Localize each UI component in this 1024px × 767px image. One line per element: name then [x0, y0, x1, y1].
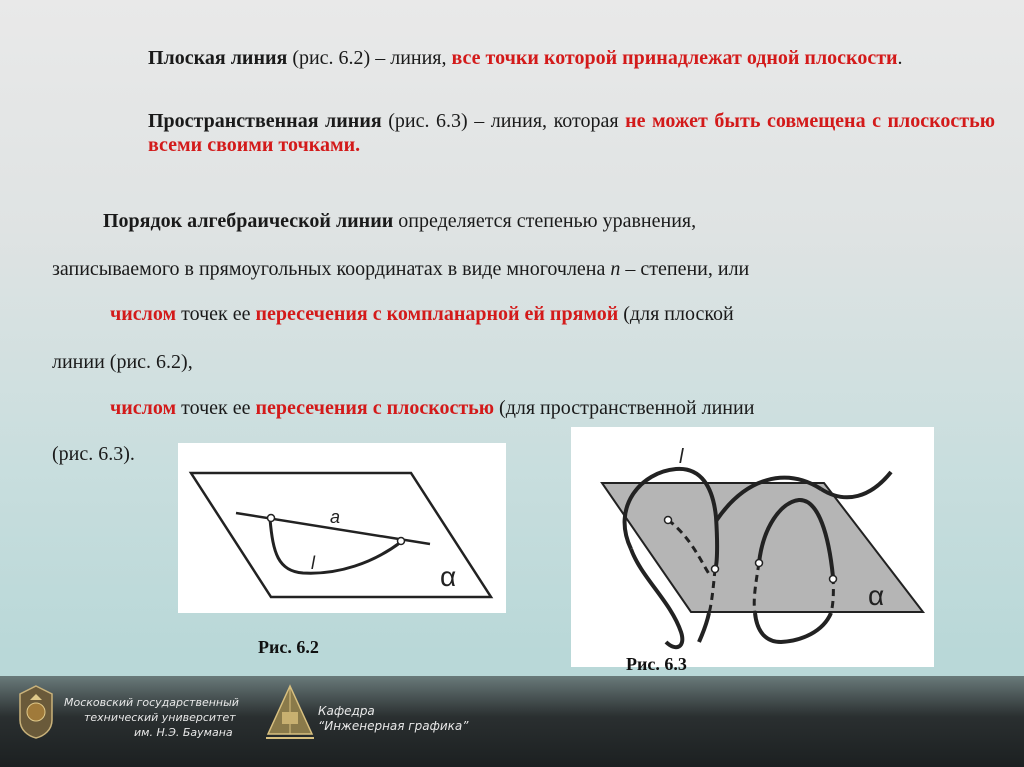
figure-6-2-drawing — [178, 443, 506, 613]
highlight-number: числом — [110, 303, 177, 325]
university-name-line-3: им. Н.Э. Баумана — [134, 726, 233, 739]
order-text: линии (рис. 6.2), — [52, 351, 193, 373]
definition-highlight: все точки которой принадлежат одной плоскости — [451, 47, 898, 69]
curve-l — [270, 519, 401, 573]
intersection-point — [665, 517, 672, 524]
department-label: Кафедра — [318, 704, 375, 718]
label-l: l — [679, 446, 684, 468]
ref-text: (рис. 6.2) – линия, — [287, 47, 452, 69]
variable-n: n — [610, 258, 621, 280]
caption-6-2: Рис. 6.2 — [258, 637, 319, 657]
figure-6-3-drawing — [571, 427, 934, 667]
ref-text: (рис. 6.3) – линия, которая — [381, 110, 626, 132]
university-name-line-1: Московский государственный — [64, 696, 239, 709]
term-space-line: Пространственная линия — [148, 110, 382, 132]
curve-l-upper — [821, 472, 891, 497]
order-text: (рис. 6.3). — [52, 443, 135, 465]
university-name-line-2: технический университет — [84, 711, 236, 724]
definition-space-line — [45, 109, 995, 157]
intersection-point — [398, 538, 405, 545]
department-logo-icon — [262, 682, 318, 742]
intersection-point — [268, 515, 275, 522]
order-line-3 — [110, 302, 734, 326]
label-l: l — [311, 553, 315, 573]
curve-l-lower — [755, 613, 831, 642]
figure-6-2 — [178, 443, 506, 613]
curve-l-lower — [699, 613, 709, 642]
intersection-point — [756, 560, 763, 567]
highlight-intersection: пересечения с плоскостью — [255, 397, 495, 419]
definition-plane-line — [45, 46, 995, 70]
order-line-4 — [52, 350, 193, 374]
order-text: – степени, или — [620, 258, 750, 280]
order-text: определяется степенью уравнения, — [393, 210, 697, 232]
order-line-1 — [103, 209, 696, 233]
order-text: точек ее — [176, 303, 256, 325]
order-line-5 — [110, 396, 754, 420]
order-line-2 — [52, 257, 749, 281]
term-plane-line: Плоская линия — [148, 47, 288, 69]
caption-6-3: Рис. 6.3 — [626, 654, 687, 674]
label-alpha: α — [868, 580, 885, 611]
order-text: записываемого в прямоугольных координатах в виде многочлена — [52, 258, 611, 280]
highlight-number: числом — [110, 397, 177, 419]
label-a: a — [330, 507, 341, 527]
term-order: Порядок алгебраической линии — [103, 210, 394, 232]
label-alpha: α — [440, 561, 457, 592]
figure-6-3 — [571, 427, 934, 667]
period: . — [897, 47, 903, 69]
intersection-point — [712, 566, 719, 573]
intersection-point — [830, 576, 837, 583]
order-text: точек ее — [176, 397, 256, 419]
order-text: (для пространственной линии — [494, 397, 755, 419]
order-line-6 — [52, 442, 135, 466]
footer-bar — [0, 676, 1024, 767]
definition-highlight: не может быть совмещена с плоскостью всеми своими точками. — [148, 110, 995, 156]
order-text: (для плоской — [618, 303, 734, 325]
highlight-intersection: пересечения с компланарной ей прямой — [255, 303, 619, 325]
department-name: “Инженерная графика” — [318, 719, 469, 733]
university-emblem-icon — [16, 684, 56, 740]
